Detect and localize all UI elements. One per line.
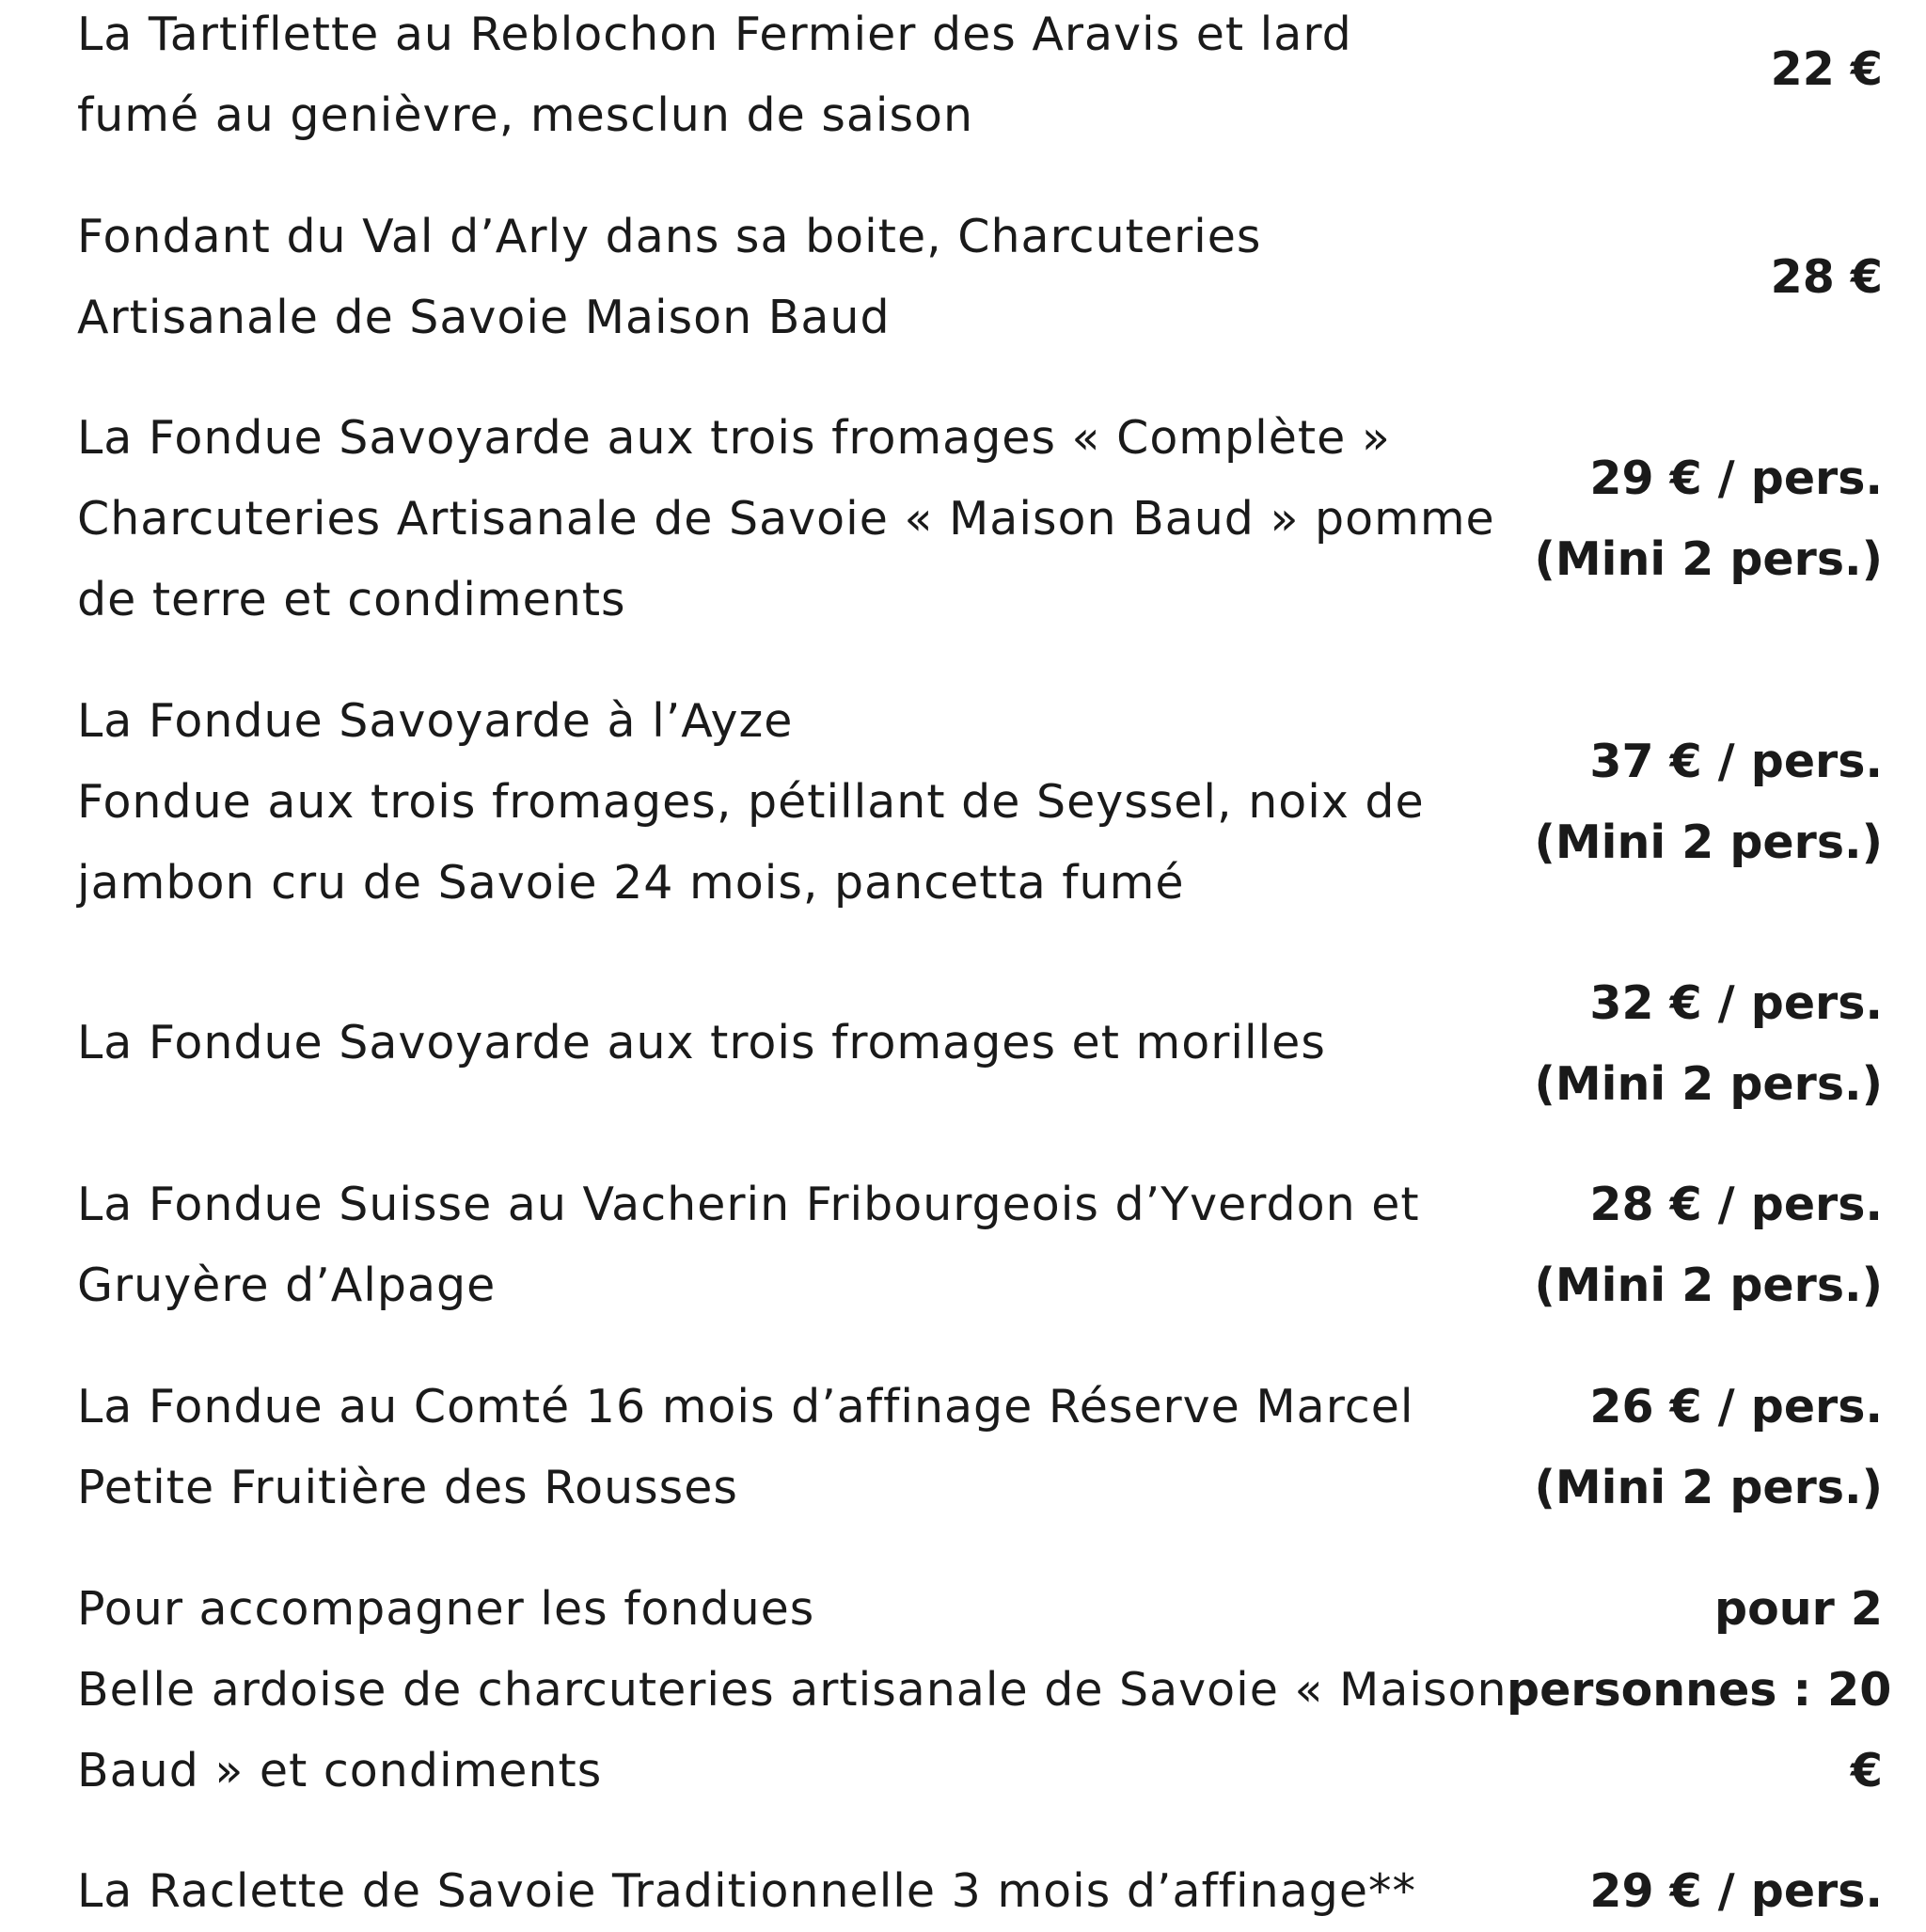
menu-item-price [1507,1164,1883,1326]
price-line: (Mini 2 pers.) [1534,1461,1883,1514]
menu-item-description [77,681,1507,924]
price-line: 28 € [1770,250,1883,304]
menu-item-description [77,1851,1507,1932]
price-line: 37 € / pers. [1589,735,1883,788]
price-line: 29 € / pers. [1589,451,1883,505]
price-line: 29 € / pers. [1589,1864,1883,1918]
menu-item-price [1507,237,1883,318]
price-line: (Mini 2 pers.) [1534,532,1883,586]
description-line: Fondant du Val d’Arly dans sa boite, Charcuteries [77,210,1262,263]
menu-item-description [77,1003,1507,1084]
menu-item-description [77,197,1507,358]
price-line: 28 € / pers. [1589,1178,1883,1231]
menu-item-price [1507,1569,1892,1812]
price-line: 22 € [1770,42,1883,96]
description-line: de terre et condiments [77,573,626,626]
description-line: La Fondue Savoyarde à l’Ayze [77,694,794,748]
menu-item-description [77,1164,1507,1326]
price-line: (Mini 2 pers.) [1534,816,1883,869]
description-line: La Fondue Suisse au Vacherin Fribourgeois d’Yverdon et [77,1178,1420,1231]
menu-item-price [1507,721,1883,883]
menu-item-price [1507,963,1883,1125]
price-line: (Mini 2 pers.) [1534,1259,1883,1312]
description-line: jambon cru de Savoie 24 mois, pancetta fumé [77,856,1185,910]
description-line: Charcuteries Artisanale de Savoie « Maison Baud » pomme [77,492,1495,546]
description-line: Fondue aux trois fromages, pétillant de Seyssel, noix de [77,775,1425,829]
price-line: personnes : 20 [1507,1663,1892,1717]
price-line: 32 € / pers. [1589,976,1883,1030]
description-line: Artisanale de Savoie Maison Baud [77,291,891,344]
description-line: La Fondue Savoyarde aux trois fromages « Complète » [77,411,1391,465]
description-line: Baud » et condiments [77,1744,603,1797]
menu-item-price [1507,438,1883,600]
description-line: La Fondue au Comté 16 mois d’affinage Réserve Marcel [77,1380,1414,1433]
price-line: pour 2 [1714,1582,1883,1636]
price-line: € [1850,1744,1883,1797]
menu-item-description [77,398,1507,641]
description-line: Petite Fruitière des Rousses [77,1461,738,1514]
description-line: La Raclette de Savoie Traditionnelle 3 mois d’affinage** [77,1864,1416,1918]
menu-item-price [1507,1851,1883,1932]
menu-item-description [77,0,1507,156]
description-line: Gruyère d’Alpage [77,1259,497,1312]
price-line: 26 € / pers. [1589,1380,1883,1433]
description-line: Belle ardoise de charcuteries artisanale de Savoie « Maison [77,1663,1508,1717]
description-line: Pour accompagner les fondues [77,1582,815,1636]
price-line: (Mini 2 pers.) [1534,1057,1883,1111]
description-line: fumé au genièvre, mesclun de saison [77,88,974,142]
description-line: La Fondue Savoyarde aux trois fromages et morilles [77,1016,1326,1069]
menu-item-description [77,1367,1507,1528]
menu-item-description [77,1569,1507,1812]
menu-item-price [1507,1367,1883,1528]
description-line: La Tartiflette au Reblochon Fermier des Aravis et lard [77,8,1352,61]
menu-item-price [1507,29,1883,110]
